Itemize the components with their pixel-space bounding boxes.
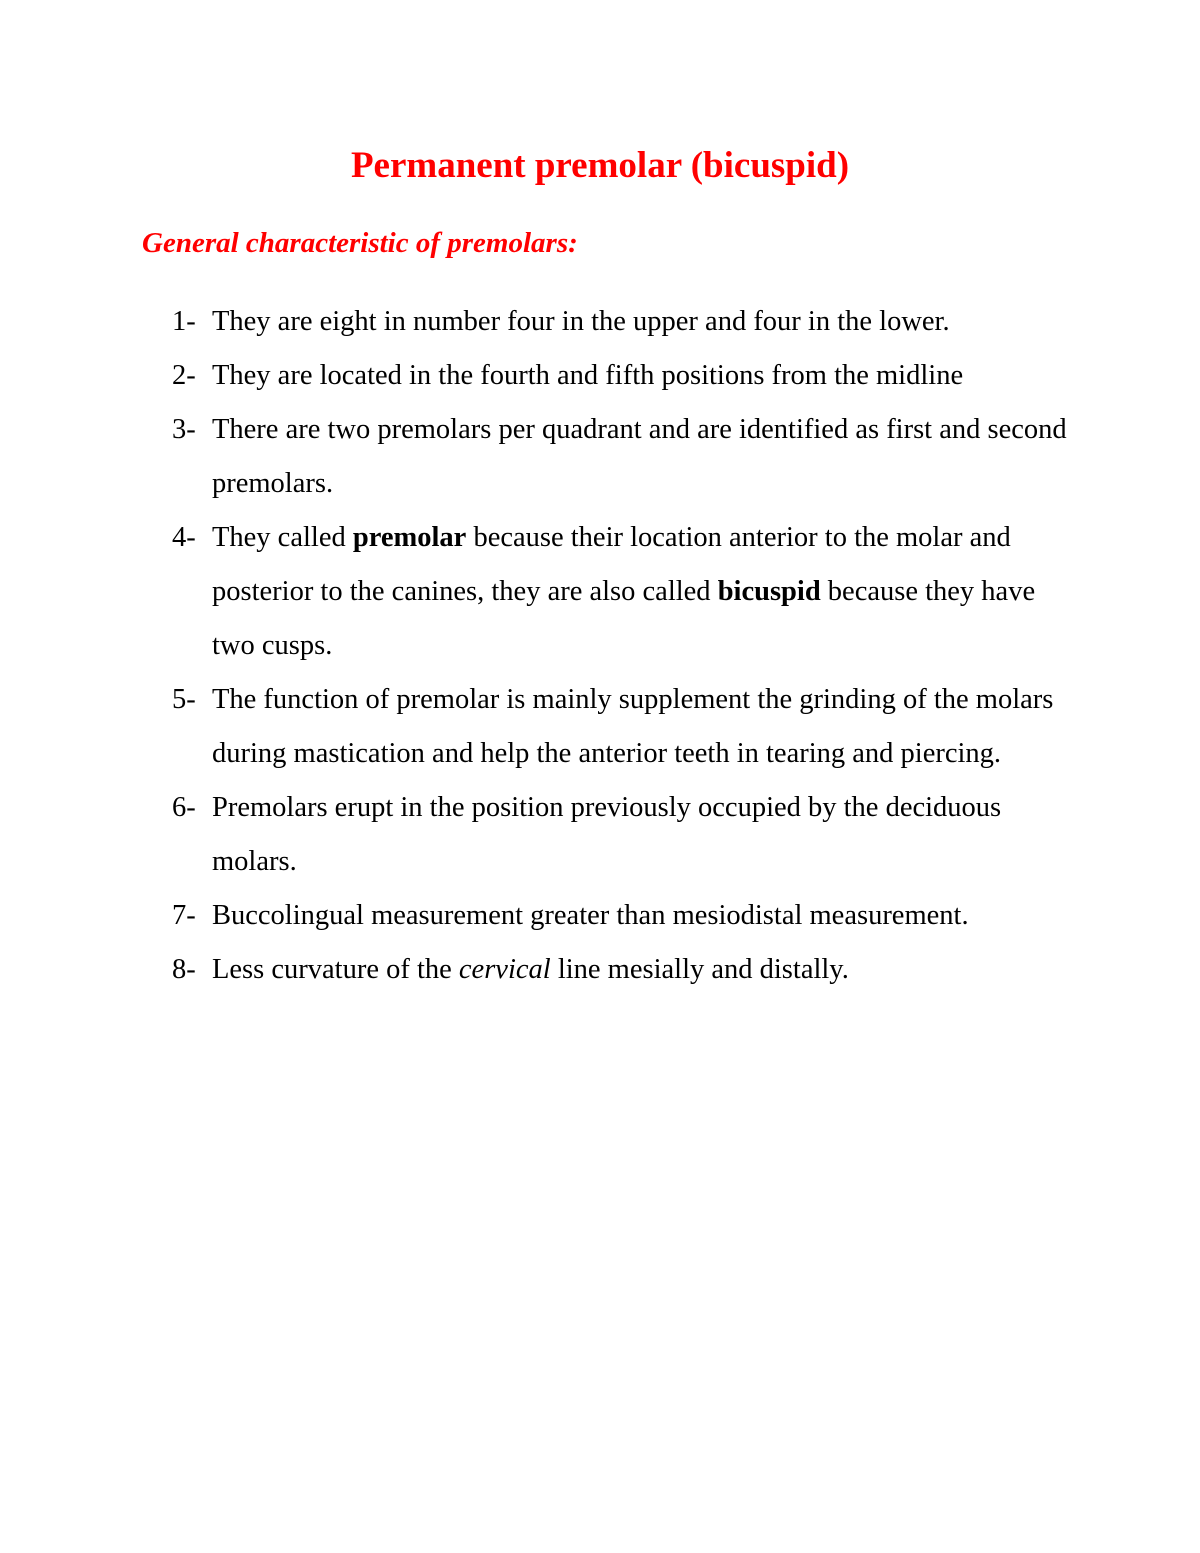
item-text — [212, 414, 1067, 499]
list-item — [0, 403, 1072, 511]
list-item — [0, 943, 1072, 997]
text-segment: because their location anterior to the molar and posterior to the canines, they are also called — [212, 522, 1011, 607]
item-text — [212, 360, 963, 391]
item-number: 3- — [172, 414, 196, 445]
item-text — [212, 306, 950, 337]
text-segment: The function of premolar is mainly supplement the grinding of the molars during mastication and help the anterior teeth in tearing and piercing. — [212, 684, 1054, 769]
text-segment: because they have two cusps. — [212, 576, 1036, 661]
text-segment: They called — [212, 522, 353, 553]
item-number: 6- — [172, 792, 196, 823]
text-segment: Buccolingual measurement greater than mesiodistal measurement. — [212, 900, 969, 931]
italic-term-cervical: cervical — [458, 954, 551, 985]
bold-term-bicuspid: bicuspid — [717, 576, 821, 607]
item-text — [212, 792, 1001, 877]
characteristics-list — [0, 295, 1200, 997]
text-segment: There are two premolars per quadrant and are identified as first and second premolars. — [212, 414, 1067, 499]
item-number: 5- — [172, 684, 196, 715]
item-number: 7- — [172, 900, 196, 931]
text-segment: line mesially and distally. — [550, 954, 849, 985]
item-text — [212, 954, 849, 985]
text-segment: They are eight in number four in the upper and four in the lower. — [212, 306, 950, 337]
item-text — [212, 684, 1053, 769]
bold-term-premolar: premolar — [352, 522, 467, 553]
list-item — [0, 295, 1072, 349]
list-item — [0, 673, 1072, 781]
item-number: 8- — [172, 954, 196, 985]
list-item — [0, 781, 1072, 889]
item-text — [212, 522, 1035, 661]
text-segment: They are located in the fourth and fifth positions from the midline — [212, 360, 964, 391]
item-number: 4- — [172, 522, 196, 553]
list-item — [0, 511, 1072, 673]
text-segment: Premolars erupt in the position previously occupied by the deciduous molars. — [212, 792, 1002, 877]
list-item — [0, 349, 1072, 403]
item-number: 2- — [172, 360, 196, 391]
section-heading: General characteristic of premolars: — [142, 227, 578, 259]
list-item — [0, 889, 1072, 943]
page-title: Permanent premolar (bicuspid) — [350, 145, 850, 186]
item-text — [212, 900, 969, 931]
text-segment: Less curvature of the — [212, 954, 459, 985]
item-number: 1- — [172, 306, 196, 337]
